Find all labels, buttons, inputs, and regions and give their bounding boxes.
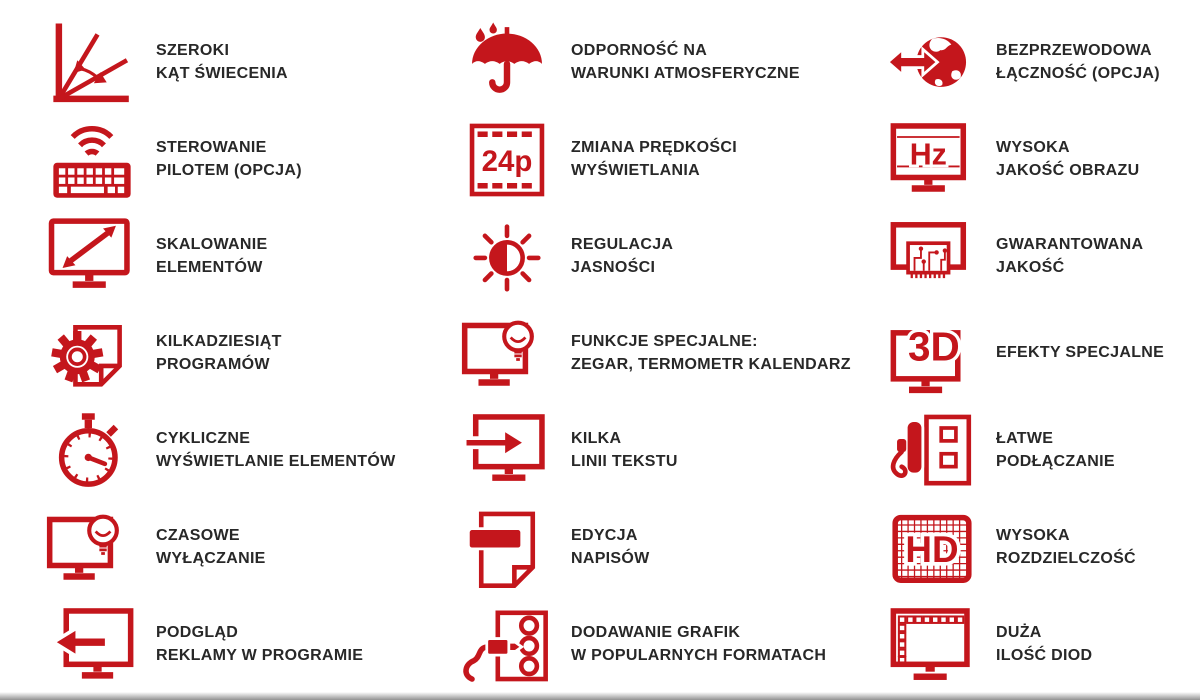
feature-item <box>855 596 1200 693</box>
feature-item <box>430 305 855 402</box>
feature-label: EFEKTY SPECJALNE <box>996 344 1165 362</box>
feature-item <box>430 402 855 499</box>
hd-text: HD <box>905 528 959 570</box>
3d-text: 3D <box>907 322 960 369</box>
timed-shutdown-icon <box>36 501 148 595</box>
feature-label: ZMIANA PRĘDKOŚCI WYŚWIETLANIA <box>571 138 737 179</box>
feature-label: BEZPRZEWODOWA ŁĄCZNOŚĆ (OPCJA) <box>996 41 1160 82</box>
film-speed-text: 24p <box>481 144 533 178</box>
feature-item <box>855 305 1200 402</box>
feature-label: ŁATWE PODŁĄCZANIE <box>996 429 1115 470</box>
feature-item <box>855 111 1200 208</box>
feature-label: KILKA LINII TEKSTU <box>571 429 678 470</box>
feature-item <box>855 402 1200 499</box>
feature-item <box>430 111 855 208</box>
brightness-icon <box>451 210 563 304</box>
high-resolution-icon <box>876 501 988 595</box>
wireless-connectivity-icon <box>876 16 988 110</box>
feature-label: CZASOWE WYŁĄCZANIE <box>156 526 266 567</box>
feature-item <box>0 402 430 499</box>
feature-item <box>855 208 1200 305</box>
feature-item <box>430 596 855 693</box>
remote-control-icon <box>36 113 148 207</box>
element-scaling-icon <box>36 210 148 304</box>
ad-preview-icon <box>36 598 148 692</box>
feature-label: ODPORNOŚĆ NA WARUNKI ATMOSFERYCZNE <box>571 41 800 82</box>
text-lines-icon <box>451 404 563 498</box>
graphics-formats-icon <box>451 598 563 692</box>
display-speed-icon <box>451 113 563 207</box>
led-count-icon <box>876 598 988 692</box>
feature-item <box>430 14 855 111</box>
3d-effects-icon <box>876 307 988 401</box>
feature-item <box>430 499 855 596</box>
cyclic-display-icon <box>36 404 148 498</box>
image-quality-icon <box>876 113 988 207</box>
feature-label: REGULACJA JASNOŚCI <box>571 235 674 276</box>
feature-item <box>0 111 430 208</box>
feature-label: SZEROKI KĄT ŚWIECENIA <box>156 41 288 82</box>
feature-label: DODAWANIE GRAFIK W POPULARNYCH FORMATACH <box>571 623 827 664</box>
feature-item <box>0 208 430 305</box>
feature-label: STEROWANIE PILOTEM (OPCJA) <box>156 138 302 179</box>
feature-item <box>0 305 430 402</box>
easy-connection-icon <box>876 404 988 498</box>
feature-label: EDYCJA NAPISÓW <box>571 526 650 567</box>
guaranteed-quality-icon <box>876 210 988 304</box>
feature-item <box>855 499 1200 596</box>
feature-item <box>0 14 430 111</box>
feature-label: WYSOKA JAKOŚĆ OBRAZU <box>996 138 1140 179</box>
feature-label: WYSOKA ROZDZIELCZOŚĆ <box>996 526 1136 567</box>
bottom-edge-shadow <box>0 692 1200 700</box>
feature-label: KILKADZIESIĄT PROGRAMÓW <box>156 332 282 373</box>
wide-angle-icon <box>36 16 148 110</box>
feature-label: CYKLICZNE WYŚWIETLANIE ELEMENTÓW <box>156 429 396 470</box>
feature-label: GWARANTOWANA JAKOŚĆ <box>996 235 1144 276</box>
special-functions-icon <box>451 307 563 401</box>
feature-label: SKALOWANIE ELEMENTÓW <box>156 235 268 276</box>
hz-text: Hz <box>909 138 947 172</box>
captions-edit-icon <box>451 501 563 595</box>
feature-item <box>0 499 430 596</box>
feature-item <box>855 14 1200 111</box>
feature-label: PODGLĄD REKLAMY W PROGRAMIE <box>156 623 364 664</box>
weather-resistance-icon <box>451 16 563 110</box>
programs-icon <box>36 307 148 401</box>
feature-label: DUŻA ILOŚĆ DIOD <box>996 623 1093 664</box>
feature-label: FUNKCJE SPECJALNE: ZEGAR, TERMOMETR KALENDARZ <box>571 332 851 373</box>
feature-item <box>0 596 430 693</box>
feature-item <box>430 208 855 305</box>
